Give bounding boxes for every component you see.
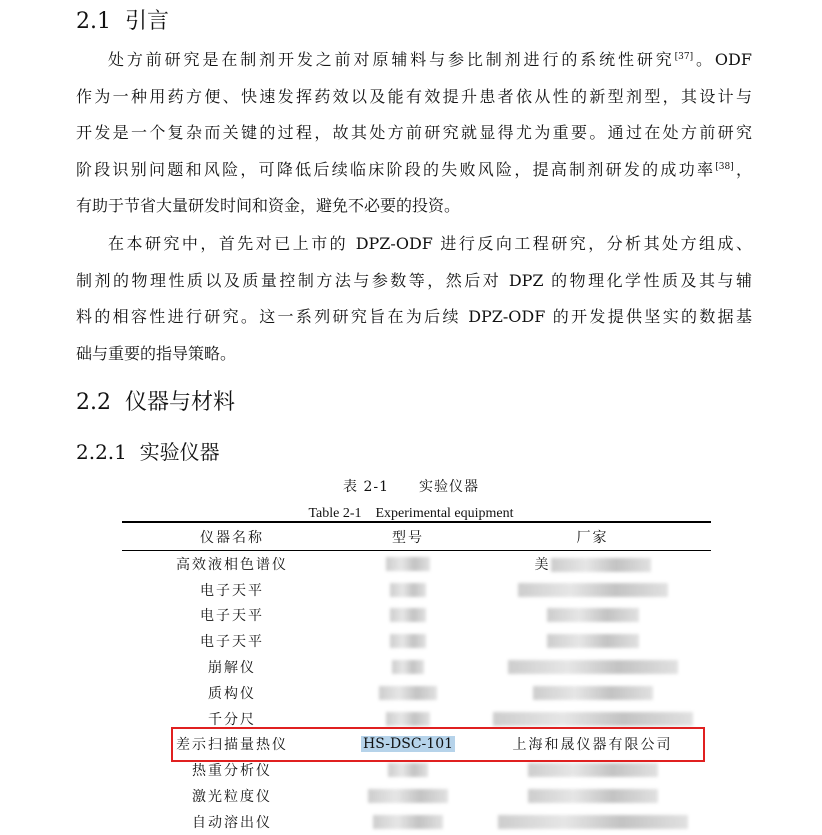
table-row [122, 654, 711, 680]
cell-model [342, 706, 474, 732]
citation[interactable]: [38] [715, 161, 734, 172]
table-row [122, 628, 711, 654]
section-title: 实验仪器 [139, 440, 220, 464]
text-line: 有助于节省大量研发时间和资金，避免不必要的投资。 [76, 196, 461, 216]
cell-name: 高效液相色谱仪 [176, 556, 288, 573]
redacted-text [379, 686, 437, 700]
text-line: 料的相容性进行研究。这一系列研究旨在为后续 DPZ-ODF 的开发提供坚实的数据基 [76, 307, 752, 327]
cell-model [342, 654, 474, 680]
cell-model [342, 732, 474, 758]
cell-maker [474, 628, 711, 654]
intro-paragraph-1 [76, 42, 752, 225]
table-row [122, 603, 711, 629]
redacted-text [390, 583, 426, 597]
redacted-text [547, 608, 639, 622]
cell-name: 差示扫描量热仪 [176, 737, 288, 754]
cell-maker: 上海和晟仪器有限公司 [512, 737, 673, 754]
cell-maker [474, 783, 711, 809]
cell-maker [474, 757, 711, 783]
table-row [122, 551, 711, 577]
cell-name: 电子天平 [200, 608, 264, 625]
redacted-text [547, 634, 639, 648]
redacted-text [368, 789, 448, 803]
header-maker: 厂家 [474, 522, 711, 551]
cell-model [342, 680, 474, 706]
cell-maker [474, 603, 711, 629]
text-line: 开发是一个复杂而关键的过程，故其处方前研究就显得尤为重要。通过在处方前研究 [76, 123, 752, 143]
redacted-text [508, 660, 678, 674]
section-title: 仪器与材料 [125, 390, 236, 415]
cell-model [342, 551, 474, 577]
cell-maker [474, 577, 711, 603]
redacted-text [493, 712, 693, 726]
cell-maker: 美 [474, 551, 711, 577]
redacted-text [390, 608, 426, 622]
instrument-table [122, 521, 711, 835]
cell-model [342, 757, 474, 783]
text-line: 处方前研究是在制剂开发之前对原辅料与参比制剂进行的系统性研究[37]。ODF [108, 50, 752, 69]
table-row [122, 809, 711, 835]
table-caption-cn: 表 2-1 实验仪器 [343, 479, 479, 495]
cell-name: 崩解仪 [208, 660, 256, 677]
intro-paragraph-2 [76, 226, 752, 372]
cell-model [342, 628, 474, 654]
table-row-highlighted [122, 732, 711, 758]
table-row [122, 706, 711, 732]
redacted-text [528, 789, 658, 803]
section-title: 引言 [125, 9, 170, 34]
table-row [122, 783, 711, 809]
redacted-text [390, 634, 426, 648]
redacted-text [551, 558, 651, 572]
cell-name: 千分尺 [208, 711, 256, 728]
section-heading-materials [76, 385, 235, 416]
text-line: 础与重要的指导策略。 [76, 343, 237, 363]
table-row [122, 757, 711, 783]
cell-model [342, 809, 474, 835]
section-number: 2.1 [76, 9, 111, 34]
redacted-text [533, 686, 653, 700]
header-model: 型号 [342, 522, 474, 551]
section-number: 2.2 [76, 390, 111, 415]
cell-maker [474, 654, 711, 680]
highlighted-model: HS-DSC-101 [362, 736, 454, 753]
cell-maker [474, 809, 711, 835]
cell-name: 电子天平 [200, 634, 264, 651]
text-line: 在本研究中，首先对已上市的 DPZ-ODF 进行反向工程研究，分析其处方组成、 [108, 234, 752, 253]
table-header-row [122, 522, 711, 551]
redacted-text [388, 763, 428, 777]
section-heading-intro [76, 4, 169, 35]
redacted-text [518, 583, 668, 597]
redacted-text [386, 557, 430, 571]
cell-name: 热重分析仪 [192, 763, 272, 780]
cell-maker [474, 680, 711, 706]
section-heading-instruments [76, 436, 220, 465]
text-line: 作为一种用药方便、快速发挥药效以及能有效提升患者依从性的新型剂型，其设计与 [76, 86, 752, 106]
cell-name: 电子天平 [200, 582, 264, 599]
table-row [122, 577, 711, 603]
cell-model [342, 603, 474, 629]
cell-model [342, 577, 474, 603]
table-caption-en: Table 2-1 Experimental equipment [308, 506, 514, 521]
redacted-text [528, 763, 658, 777]
text-line: 制剂的物理性质以及质量控制方法与参数等，然后对 DPZ 的物理化学性质及其与辅 [76, 270, 752, 290]
cell-maker [474, 706, 711, 732]
redacted-text [386, 712, 430, 726]
redacted-text [392, 660, 424, 674]
cell-name: 激光粒度仪 [192, 789, 272, 806]
cell-name: 自动溶出仪 [192, 814, 272, 831]
citation[interactable]: [37] [674, 52, 694, 62]
section-number: 2.2.1 [76, 440, 127, 464]
text-line: 阶段识别问题和风险，可降低后续临床阶段的失败风险，提高制剂研发的成功率[38]， [76, 159, 752, 179]
cell-name: 质构仪 [208, 685, 256, 702]
header-name: 仪器名称 [122, 522, 342, 551]
table-row [122, 680, 711, 706]
cell-model [342, 783, 474, 809]
